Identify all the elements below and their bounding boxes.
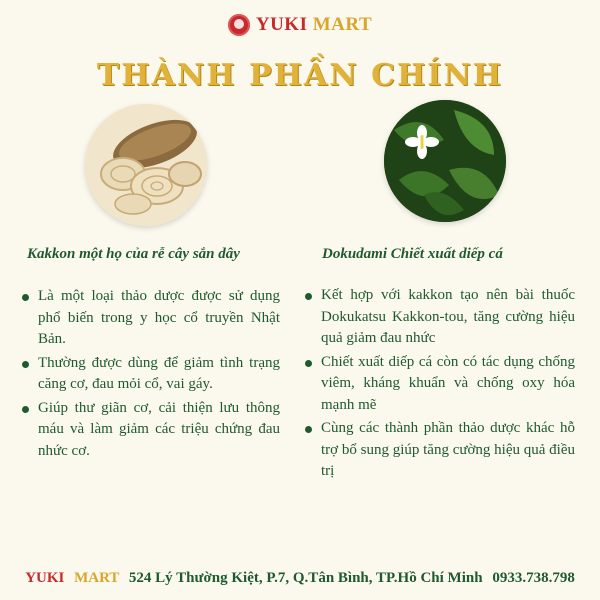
kakkon-benefits-list <box>20 286 280 464</box>
footer-brand <box>25 570 119 586</box>
kudzu-root-image <box>85 104 207 226</box>
dokudami-benefits-list <box>303 285 575 485</box>
brand-name <box>256 14 372 36</box>
list-item: Giúp thư giãn cơ, cải thiện lưu thông máu và làm giảm các triệu chứng đau nhức cơ. <box>20 398 280 463</box>
brand-mart: MART <box>312 14 373 35</box>
kudzu-root-illustration <box>85 104 207 226</box>
dokudami-caption: Dokudami Chiết xuất diếp cá <box>322 246 503 262</box>
list-item: Là một loại thảo dược được sử dụng phổ biến trong y học cổ truyền Nhật Bản. <box>20 286 280 351</box>
footer-phone: 0933.738.798 <box>492 570 575 586</box>
list-item: Cùng các thành phần thảo dược khác hỗ trợ bổ sung giúp tăng cường hiệu quả điều trị <box>303 418 575 483</box>
footer-mart: MART <box>74 570 120 586</box>
brand-header <box>0 14 600 36</box>
footer-yuki: YUKI <box>25 570 65 586</box>
yuki-mart-logo-icon <box>228 14 250 36</box>
list-item: Kết hợp với kakkon tạo nên bài thuốc Dokukatsu Kakkon-tou, tăng cường hiệu quả giảm đau nhức <box>303 285 575 350</box>
page-title: THÀNH PHẦN CHÍNH <box>96 58 504 93</box>
footer-address: 524 Lý Thường Kiệt, P.7, Q.Tân Bình, TP.Hồ Chí Minh <box>128 570 483 586</box>
footer <box>0 570 600 587</box>
list-item: Chiết xuất diếp cá còn có tác dụng chống viêm, kháng khuẩn và chống oxy hóa mạnh mẽ <box>303 352 575 417</box>
dokudami-plant-image <box>384 100 506 222</box>
list-item: Thường được dùng để giảm tình trạng căng cơ, đau mỏi cổ, vai gáy. <box>20 353 280 396</box>
dokudami-plant-illustration <box>384 100 506 222</box>
kakkon-caption: Kakkon một họ của rễ cây sắn dây <box>27 246 240 262</box>
brand-yuki: YUKI <box>255 14 308 35</box>
